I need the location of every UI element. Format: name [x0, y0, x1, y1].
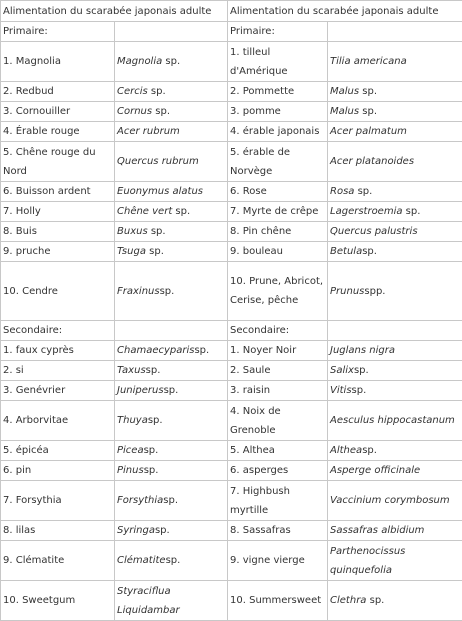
table-row — [1, 381, 462, 401]
right-common-name: 2. Saule — [228, 361, 328, 381]
left-scientific-name — [115, 401, 228, 441]
right-scientific-name — [328, 182, 462, 202]
table-row — [1, 82, 462, 102]
right-common-name: 6. asperges — [228, 461, 328, 481]
left-genus: Syringa — [117, 525, 155, 536]
left-genus: Magnolia — [117, 56, 162, 67]
right-species-suffix: sp. — [354, 186, 372, 197]
right-species-suffix: sp. — [362, 246, 377, 257]
right-scientific-name — [328, 262, 462, 321]
table-row — [1, 541, 462, 581]
right-common-name: 4. érable japonais — [228, 122, 328, 142]
right-common-name: 8. Pin chêne — [228, 222, 328, 242]
right-genus: Juglans nigra — [330, 345, 395, 356]
left-species-suffix: sp. — [162, 56, 180, 67]
left-species-suffix: sp. — [146, 246, 164, 257]
table-row — [1, 182, 462, 202]
right-common-name: 5. érable de Norvège — [228, 142, 328, 182]
left-common-name: 3. Genévrier — [1, 381, 115, 401]
left-species-suffix: sp. — [152, 106, 170, 117]
left-scientific-name — [115, 142, 228, 182]
right-genus: Sassafras albidium — [330, 525, 424, 536]
right-scientific-name — [328, 481, 462, 521]
table-row — [1, 521, 462, 541]
left-common-name: 4. Arborvitae — [1, 401, 115, 441]
right-common-name: 9. vigne vierge — [228, 541, 328, 581]
right-common-name: 2. Pommette — [228, 82, 328, 102]
left-species-suffix: sp. — [160, 286, 175, 297]
right-scientific-name — [328, 381, 462, 401]
right-species-suffix: sp. — [359, 86, 377, 97]
right-scientific-name — [328, 581, 462, 621]
left-species-suffix: sp. — [194, 345, 209, 356]
right-genus: Aesculus hippocastanum — [330, 415, 455, 426]
table-row — [1, 122, 462, 142]
right-common-name: 7. Myrte de crêpe — [228, 202, 328, 222]
left-genus: Picea — [117, 445, 144, 456]
table-row — [1, 361, 462, 381]
table-row — [1, 222, 462, 242]
right-common-name: 6. Rose — [228, 182, 328, 202]
table-row — [1, 461, 462, 481]
left-genus: Juniperus — [117, 385, 164, 396]
left-genus: Chêne vert — [117, 206, 172, 217]
table-row — [1, 441, 462, 461]
right-scientific-name — [328, 242, 462, 262]
right-genus: Althea — [330, 445, 362, 456]
right-genus: Malus — [330, 86, 359, 97]
left-species-suffix: sp. — [148, 226, 166, 237]
left-species-suffix: sp. — [144, 445, 159, 456]
left-scientific-name — [115, 242, 228, 262]
left-scientific-name — [115, 581, 228, 621]
left-common-name: 8. lilas — [1, 521, 115, 541]
right-genus: Salix — [330, 365, 354, 376]
right-genus: Acer palmatum — [330, 126, 407, 137]
left-scientific-name — [115, 341, 228, 361]
right-genus: Malus — [330, 106, 359, 117]
right-species-suffix: sp. — [352, 385, 367, 396]
left-scientific-name — [115, 361, 228, 381]
right-genus: Prunus — [330, 286, 364, 297]
right-genus: Tilia americana — [330, 56, 407, 67]
right-primary-label: Primaire: — [228, 22, 328, 42]
right-common-name: 3. pomme — [228, 102, 328, 122]
right-scientific-name — [328, 102, 462, 122]
left-common-name: 1. faux cyprès — [1, 341, 115, 361]
empty-cell — [328, 321, 462, 341]
table-row — [1, 202, 462, 222]
primary-header-row — [1, 22, 462, 42]
right-scientific-name — [328, 401, 462, 441]
left-genus: Thuya — [117, 415, 148, 426]
left-scientific-name — [115, 222, 228, 242]
empty-cell — [328, 22, 462, 42]
right-common-name: 10. Summersweet — [228, 581, 328, 621]
right-genus: Asperge officinale — [330, 465, 420, 476]
secondary-header-row — [1, 321, 462, 341]
left-scientific-name — [115, 102, 228, 122]
right-species-suffix: spp. — [364, 286, 385, 297]
left-genus: Acer rubrum — [117, 126, 180, 137]
right-scientific-name — [328, 541, 462, 581]
right-common-name: 9. bouleau — [228, 242, 328, 262]
right-scientific-name — [328, 521, 462, 541]
left-common-name: 1. Magnolia — [1, 42, 115, 82]
left-common-name: 9. pruche — [1, 242, 115, 262]
left-genus: Clématite — [117, 555, 166, 566]
left-species-suffix: sp. — [144, 465, 159, 476]
left-genus: Forsythia — [117, 495, 163, 506]
table-row — [1, 42, 462, 82]
right-common-name: 3. raisin — [228, 381, 328, 401]
right-scientific-name — [328, 222, 462, 242]
right-genus: Acer platanoides — [330, 156, 414, 167]
right-common-name: 1. Noyer Noir — [228, 341, 328, 361]
left-common-name: 5. épicéa — [1, 441, 115, 461]
left-scientific-name — [115, 42, 228, 82]
right-genus: Lagerstroemia — [330, 206, 402, 217]
right-species-suffix: sp. — [359, 106, 377, 117]
right-scientific-name — [328, 142, 462, 182]
right-scientific-name — [328, 361, 462, 381]
left-genus: Taxus — [117, 365, 146, 376]
right-scientific-name — [328, 122, 462, 142]
left-genus: Styraciflua Liquidambar — [117, 586, 180, 616]
right-species-suffix: sp. — [354, 365, 369, 376]
left-scientific-name — [115, 541, 228, 581]
table-row — [1, 102, 462, 122]
left-common-name: 9. Clématite — [1, 541, 115, 581]
right-common-name: 1. tilleul d'Amérique — [228, 42, 328, 82]
table-row — [1, 581, 462, 621]
left-species-suffix: sp. — [163, 495, 178, 506]
right-scientific-name — [328, 461, 462, 481]
right-scientific-name — [328, 441, 462, 461]
left-common-name: 3. Cornouiller — [1, 102, 115, 122]
empty-cell — [115, 22, 228, 42]
table-row — [1, 242, 462, 262]
left-common-name: 7. Holly — [1, 202, 115, 222]
right-genus: Betula — [330, 246, 362, 257]
right-scientific-name — [328, 202, 462, 222]
table-row — [1, 341, 462, 361]
left-common-name: 5. Chêne rouge du Nord — [1, 142, 115, 182]
left-scientific-name — [115, 381, 228, 401]
left-scientific-name — [115, 461, 228, 481]
left-scientific-name — [115, 182, 228, 202]
left-common-name: 10. Cendre — [1, 262, 115, 321]
left-common-name: 4. Érable rouge — [1, 122, 115, 142]
left-species-suffix: sp. — [155, 525, 170, 536]
right-common-name: 5. Althea — [228, 441, 328, 461]
right-genus: Quercus palustris — [330, 226, 418, 237]
left-scientific-name — [115, 521, 228, 541]
right-genus: Clethra — [330, 595, 366, 606]
left-genus: Cercis — [117, 86, 148, 97]
left-common-name: 8. Buis — [1, 222, 115, 242]
left-common-name: 10. Sweetgum — [1, 581, 115, 621]
right-scientific-name — [328, 42, 462, 82]
right-common-name: 10. Prune, Abricot, Cerise, pêche — [228, 262, 328, 321]
left-scientific-name — [115, 441, 228, 461]
right-common-name: 4. Noix de Grenoble — [228, 401, 328, 441]
right-common-name: 8. Sassafras — [228, 521, 328, 541]
right-species-suffix: sp. — [403, 206, 421, 217]
left-table-title: Alimentation du scarabée japonais adulte — [1, 1, 228, 22]
left-species-suffix: sp. — [164, 385, 179, 396]
left-genus: Cornus — [117, 106, 152, 117]
right-common-name: 7. Highbush myrtille — [228, 481, 328, 521]
left-genus: Fraxinus — [117, 286, 160, 297]
left-common-name: 6. Buisson ardent — [1, 182, 115, 202]
left-common-name: 2. si — [1, 361, 115, 381]
left-common-name: 2. Redbud — [1, 82, 115, 102]
left-scientific-name — [115, 481, 228, 521]
table-row — [1, 262, 462, 321]
left-common-name: 6. pin — [1, 461, 115, 481]
right-genus: Vaccinium corymbosum — [330, 495, 450, 506]
right-scientific-name — [328, 341, 462, 361]
right-species-suffix: sp. — [366, 595, 384, 606]
left-genus: Buxus — [117, 226, 148, 237]
table-row — [1, 481, 462, 521]
left-genus: Chamaecyparis — [117, 345, 194, 356]
left-scientific-name — [115, 202, 228, 222]
left-common-name: 7. Forsythia — [1, 481, 115, 521]
right-species-suffix: sp. — [362, 445, 377, 456]
table-title-row — [1, 1, 462, 22]
right-genus: Parthenocissus quinquefolia — [330, 546, 405, 576]
right-scientific-name — [328, 82, 462, 102]
left-species-suffix: sp. — [148, 415, 163, 426]
right-genus: Rosa — [330, 186, 354, 197]
right-genus: Vitis — [330, 385, 352, 396]
left-genus: Euonymus alatus — [117, 186, 203, 197]
left-primary-label: Primaire: — [1, 22, 115, 42]
left-genus: Tsuga — [117, 246, 146, 257]
table-row — [1, 401, 462, 441]
left-scientific-name — [115, 262, 228, 321]
left-species-suffix: sp. — [166, 555, 181, 566]
empty-cell — [115, 321, 228, 341]
left-species-suffix: sp. — [148, 86, 166, 97]
right-table-title: Alimentation du scarabée japonais adulte — [228, 1, 462, 22]
left-genus: Pinus — [117, 465, 144, 476]
right-secondary-label: Secondaire: — [228, 321, 328, 341]
left-secondary-label: Secondaire: — [1, 321, 115, 341]
table-row — [1, 142, 462, 182]
left-species-suffix: sp. — [146, 365, 161, 376]
left-species-suffix: sp. — [172, 206, 190, 217]
left-genus: Quercus rubrum — [117, 156, 199, 167]
left-scientific-name — [115, 82, 228, 102]
left-scientific-name — [115, 122, 228, 142]
